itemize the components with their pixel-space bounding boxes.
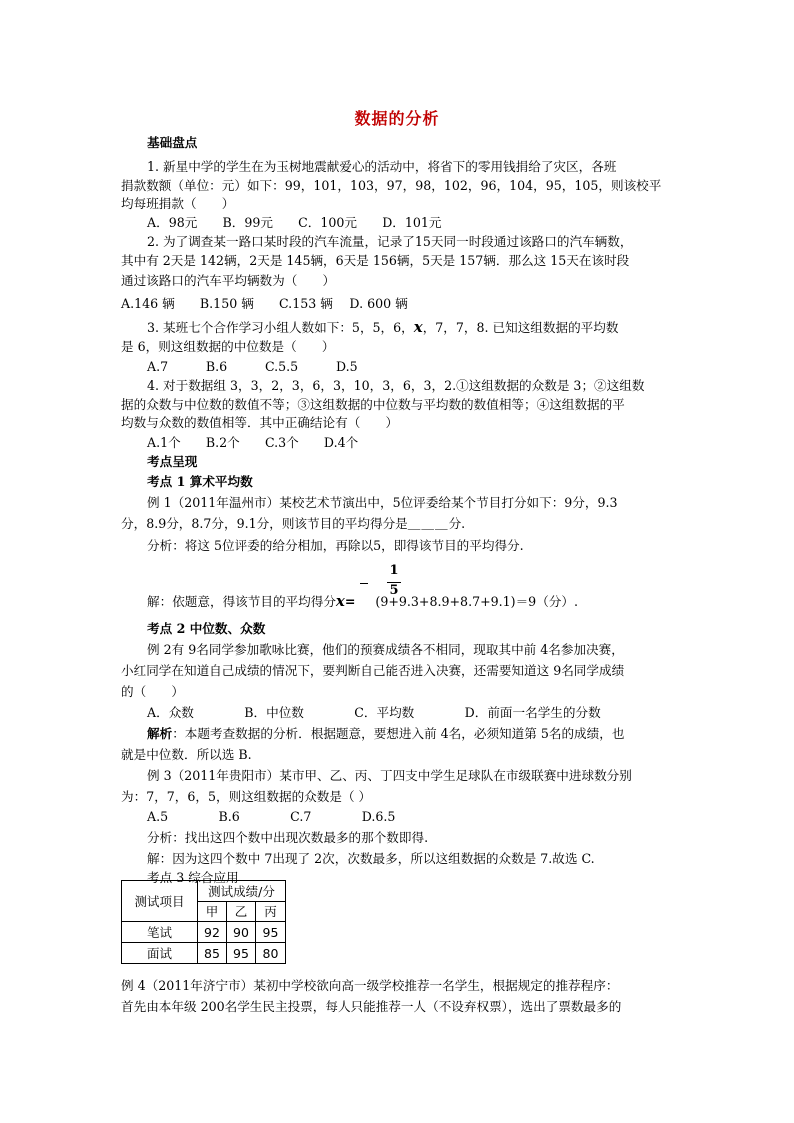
section-heading-basics: 基础盘点: [147, 135, 198, 150]
q4-line2: 据的众数与中位数的数值不等；③这组数据的中位数与平均数的数值相等；④这组数据的平: [121, 397, 625, 412]
q2-options: A.146 辆 B.150 辆 C.153 辆 D. 600 辆: [121, 296, 408, 311]
table-row-label: 面试: [122, 943, 198, 964]
table-row-label: 笔试: [122, 922, 198, 943]
q2-line3: 通过该路口的汽车平均辆数为（ ）: [121, 273, 336, 288]
table-cell: 80: [256, 943, 286, 964]
ex4-line2: 首先由本年级 200名学生民主投票，每人只能推荐一人（不设弃权票），选出了票数最多的: [121, 999, 622, 1014]
table-cell: 95: [256, 922, 286, 943]
ex2-analysis-line2: 就是中位数．所以选 B.: [121, 747, 252, 762]
ex2-analysis: [147, 725, 624, 743]
ex2-options: A．众数 B．中位数 C．平均数 D．前面一名学生的分数: [147, 705, 601, 720]
q1-options: A．98元 B．99元 C．100元 D．101元: [147, 215, 442, 230]
q3-line1: [147, 318, 618, 337]
q4-options: A.1个 B.2个 C.3个 D.4个: [147, 435, 359, 450]
table-cell: 85: [198, 943, 227, 964]
ex1-line2-a: 分，8.9分，8.7分，9.1分，则该节目的平均得分是: [121, 516, 408, 531]
topic-heading-mean: 考点 1 算术平均数: [147, 474, 253, 489]
q3-line1-b: ，7，7，8. 已知这组数据的平均数: [422, 320, 619, 335]
ex4-line1: 例 4（2011年济宁市）某初中学校欲向高一级学校推荐一名学生，根据规定的推荐程序：: [121, 978, 619, 993]
table-cell: 90: [227, 922, 256, 943]
q2-line2: 其中有 2天是 142辆，2天是 145辆，6天是 156辆，5天是 157辆．那么这 15天在该时段: [121, 253, 630, 268]
ex1-line1: 例 1（2011年温州市）某校艺术节演出中，5位评委给某个节目打分如下：9分，9.3: [147, 495, 618, 510]
table-header-group: 测试成绩/分: [198, 881, 286, 902]
ex3-analysis: 分析：找出这四个数中出现次数最多的那个数即得.: [147, 830, 429, 845]
table-cell: 95: [227, 943, 256, 964]
q2-line1: 2. 为了调查某一路口某时段的汽车流量，记录了15天同一时段通过该路口的汽车辆数，: [147, 234, 633, 249]
analysis-label: 解析: [147, 726, 173, 741]
fraction-numerator: 1: [389, 563, 399, 578]
variable-x: x: [413, 318, 423, 336]
section-heading-exam-points: 考点呈现: [147, 454, 198, 469]
table-row: [122, 922, 286, 943]
topic-heading-application: 考点 3 综合应用: [147, 870, 239, 885]
mean-x: x: [335, 592, 345, 610]
q1-line2: 捐款数额（单位：元）如下：99，101，103，97，98，102，96，104，95，105，则该校平: [121, 178, 662, 193]
fraction-denominator: 5: [389, 583, 399, 598]
q3-line1-a: 3. 某班七个合作学习小组人数如下：5，5，6，: [147, 320, 414, 335]
ex3-options: A.5 B.6 C.7 D.6.5: [147, 809, 396, 824]
table-cell: 92: [198, 922, 227, 943]
q3-options: A.7 B.6 C.5.5 D.5: [147, 359, 358, 374]
ex1-solution: [147, 592, 578, 611]
ex1-solution-a: 解：依题意，得该节目的平均得分: [147, 594, 336, 609]
ex2-line2: 小红同学在知道自己成绩的情况下，要判断自己能否进入决赛，还需要知道这 9名同学成绩: [121, 663, 625, 678]
equals-sign: =: [344, 594, 356, 609]
table-row: [122, 943, 286, 964]
ex3-line1: 例 3（2011年贵阳市）某市甲、乙、丙、丁四支中学生足球队在市级联赛中进球数分别: [147, 768, 632, 783]
table-col-header: 乙: [227, 901, 256, 922]
q3-line2: 是 6，则这组数据的中位数是（ ）: [121, 339, 335, 354]
ex1-line2: [121, 515, 465, 533]
answer-blank: ＿＿＿: [407, 516, 449, 531]
analysis-text: ：本题考查数据的分析．根据题意，要想进入前 4名，必须知道第 5名的成绩，也: [172, 726, 625, 741]
ex1-analysis: 分析：将这 5位评委的给分相加，再除以5，即得该节目的平均得分.: [147, 538, 524, 553]
q1-line3: 均每班捐款（ ）: [121, 196, 235, 211]
q4-line3: 均数与众数的数值相等．其中正确结论有（ ）: [121, 415, 399, 430]
table-header-item: 测试项目: [122, 881, 198, 922]
ex1-line2-b: 分.: [448, 516, 466, 531]
ex3-line2: 为：7，7，6，5，则这组数据的众数是（ ）: [121, 789, 372, 804]
ex1-solution-b: (9+9.3+8.9+8.7+9.1)＝9（分）.: [375, 594, 578, 609]
page-title: 数据的分析: [354, 109, 440, 128]
ex2-line1: 例 2有 9名同学参加歌咏比赛，他们的预赛成绩各不相同，现取其中前 4名参加决赛，: [147, 642, 624, 657]
topic-heading-median-mode: 考点 2 中位数、众数: [147, 621, 266, 636]
table-col-header: 丙: [256, 901, 286, 922]
ex3-solution: 解：因为这四个数中 7出现了 2次，次数最多，所以这组数据的众数是 7.故选 C.: [147, 851, 595, 866]
score-table: [121, 880, 286, 964]
q1-line1: 1. 新星中学的学生在为玉树地震献爱心的活动中，将省下的零用钱捐给了灾区，各班: [147, 159, 617, 174]
mean-bar: [360, 583, 368, 584]
q4-line1: 4. 对于数据组 3，3，2，3，6，3，10，3，6，3，2.①这组数据的众数是 3；②这组数: [147, 378, 645, 393]
ex2-line3: 的（ ）: [121, 684, 184, 699]
table-col-header: 甲: [198, 901, 227, 922]
